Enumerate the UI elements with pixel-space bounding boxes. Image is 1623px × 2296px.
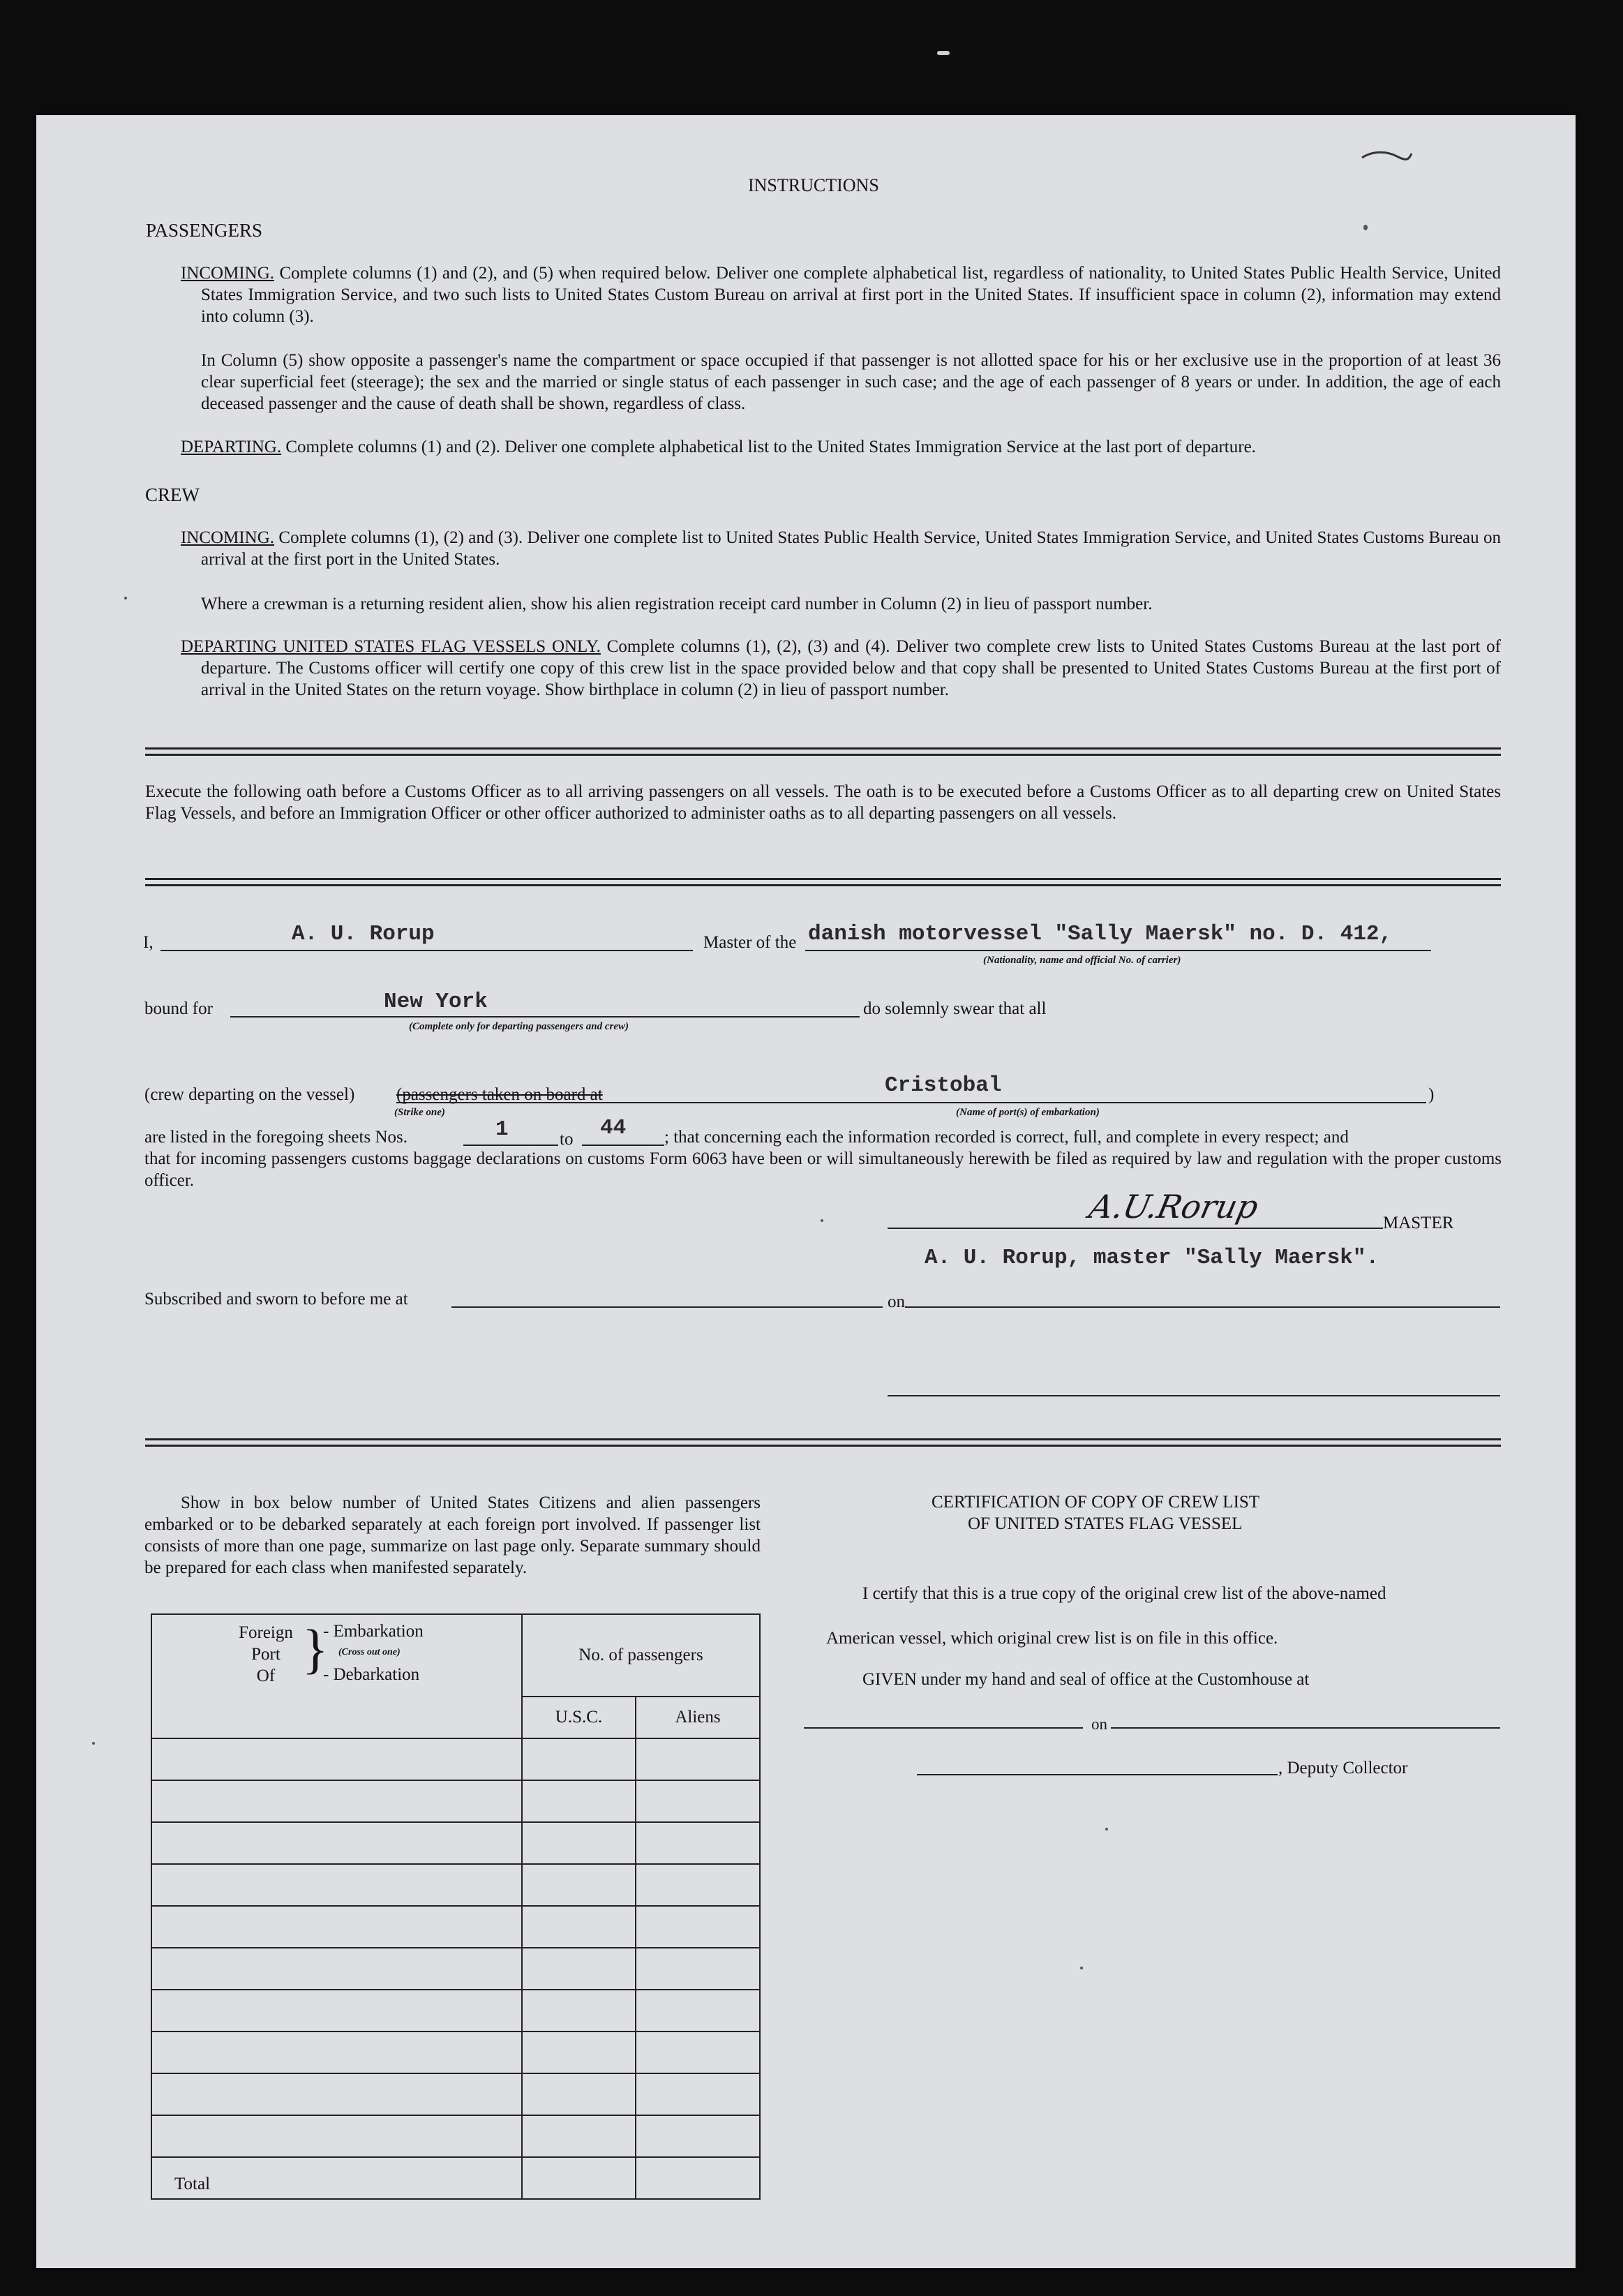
vessel-caption: (Nationality, name and official No. of carrier)	[983, 955, 1181, 966]
sheet-to-field: 44	[600, 1116, 627, 1140]
certification-on-label: on	[1091, 1715, 1107, 1733]
total-row	[151, 2157, 760, 2199]
cross-out-caption: (Cross out one)	[338, 1647, 401, 1657]
no-of-passengers-header: No. of passengers	[522, 1614, 760, 1697]
scan-speck	[821, 1219, 823, 1222]
sheet-to-line	[582, 1145, 664, 1146]
certification-line2: American vessel, which original crew list is on file in this office.	[826, 1629, 1278, 1648]
crew-incoming-label: INCOMING.	[181, 528, 275, 547]
table-header-row	[151, 1614, 760, 1697]
oath-intro: Execute the following oath before a Customs Officer as to all arriving passengers on all vessels. The oath is to be executed before a Customs Officer as to all departing crew on United States Flag Vessels, and before an Immigration Officer or other officer authorized to administer oaths as to all departing passengers on all vessels.	[145, 782, 1501, 823]
aliens-header: Aliens	[636, 1697, 760, 1738]
signature-line	[888, 1228, 1383, 1229]
sworn-place-line	[451, 1306, 883, 1308]
master-stamp: A. U. Rorup, master "Sally Maersk".	[925, 1246, 1379, 1270]
close-paren: )	[1428, 1085, 1435, 1104]
crew-departing-label: DEPARTING UNITED STATES FLAG VESSELS ONLY.	[181, 637, 601, 656]
passengers-departing-label: DEPARTING.	[181, 438, 282, 456]
certification-title-line2: OF UNITED STATES FLAG VESSEL	[968, 1514, 1243, 1533]
port-label: Port	[251, 1645, 281, 1664]
bound-for-label: bound for	[144, 999, 213, 1018]
destination-line	[230, 1016, 860, 1017]
sworn-date-line	[905, 1306, 1500, 1308]
table-row	[151, 2115, 760, 2157]
section-divider	[145, 1438, 1501, 1447]
passengers-heading: PASSENGERS	[146, 220, 263, 241]
table-row	[151, 1990, 760, 2032]
master-label: MASTER	[1383, 1214, 1454, 1232]
crew-incoming-text: Complete columns (1), (2) and (3). Deliver one complete list to United States Public Health Service, United States Immigration Service, and United States Customs Bureau on arrival at the first port in the United States.	[201, 528, 1501, 569]
section-divider	[145, 878, 1501, 886]
pencil-mark-icon	[1359, 148, 1414, 165]
sheet-from-line	[463, 1145, 558, 1146]
passengers-incoming-label: INCOMING.	[181, 264, 275, 283]
baggage-text: that for incoming passengers customs baggage declarations on customs Form 6063 have been or will simultaneously herewith be filed as required by law and regulation with the proper customs officer.	[144, 1149, 1502, 1190]
table-row	[151, 1780, 760, 1822]
passengers-incoming-text: Complete columns (1) and (2), and (5) when required below. Deliver one complete alphabetical list, regardless of nationality, to United States Public Health Service, United States Immigration Service, and two such lists to United States Custom Bureau on arrival at first port in the United States. If insufficient space in column (2), information may extend into column (3).	[201, 264, 1502, 326]
sheet-from-field: 1	[495, 1117, 509, 1142]
section-divider	[145, 747, 1501, 756]
table-row	[151, 1822, 760, 1864]
passengers-departing-text: Complete columns (1) and (2). Deliver one complete alphabetical list to the United States Immigration Service at the last port of departure.	[285, 438, 1256, 456]
sheets-prefix: are listed in the foregoing sheets Nos.	[144, 1128, 407, 1147]
table-row	[151, 1738, 760, 1780]
column5-instructions: In Column (5) show opposite a passenger's name the compartment or space occupied if that passenger is not allotted space for his or her exclusive use in the proportion of at least 36 clear superficial feet (steerage); the sex and the married or single status of each passenger in such case; and the age of each passenger of 8 years or under. In addition, the age of each deceased passenger and the cause of death shall be shown, regardless of class.	[201, 351, 1501, 413]
passengers-incoming-instructions	[181, 262, 1501, 327]
debarkation-option: - Debarkation	[323, 1665, 420, 1684]
port-field: Cristobal	[885, 1073, 1002, 1098]
deputy-collector-label: , Deputy Collector	[1278, 1759, 1408, 1777]
foreign-port-label	[233, 1622, 299, 1687]
crew-departing-label: (crew departing on the vessel)	[144, 1085, 355, 1104]
of-label: Of	[256, 1667, 276, 1685]
master-name-field: A. U. Rorup	[292, 922, 435, 946]
port-caption: (Name of port(s) of embarkation)	[956, 1107, 1100, 1118]
table-row	[151, 2073, 760, 2115]
passenger-summary-table	[151, 1613, 761, 2200]
crew-departing-text: Complete columns (1), (2), (3) and (4). Deliver two complete crew lists to United States Customs Bureau at the last port of departure. The Customs officer will certify one copy of this crew list in the space provided below and that copy shall be presented to United States Customs Bureau at the first port of arrival in the United States on the return voyage. Show birthplace in column (2) in lieu of passport number.	[201, 637, 1501, 699]
vessel-line	[805, 950, 1431, 951]
scan-speck	[1363, 225, 1368, 230]
subscribed-label: Subscribed and sworn to before me at	[144, 1290, 408, 1309]
deputy-signature-line	[917, 1774, 1278, 1775]
to-label: to	[560, 1130, 574, 1149]
destination-field: New York	[384, 990, 488, 1014]
document-page	[36, 115, 1576, 2268]
certification-title-line1: CERTIFICATION OF COPY OF CREW LIST	[932, 1493, 1260, 1512]
customhouse-place-line	[804, 1727, 1083, 1729]
passengers-departing-instructions	[181, 436, 1501, 458]
table-row	[151, 1864, 760, 1906]
master-name-line	[160, 950, 693, 951]
crew-incoming-instructions	[181, 527, 1501, 570]
swear-label: do solemnly swear that all	[863, 999, 1047, 1018]
master-of-label: Master of the	[703, 933, 797, 952]
officer-signature-line	[888, 1395, 1500, 1396]
certification-line3: GIVEN under my hand and seal of office at the Customhouse at	[862, 1670, 1310, 1689]
foreign-label: Foreign	[239, 1623, 293, 1642]
crew-heading: CREW	[145, 484, 200, 505]
master-signature: A.U.Rorup	[1086, 1188, 1262, 1225]
table-row	[151, 2032, 760, 2073]
passengers-struck-option: (passengers taken on board at	[396, 1085, 603, 1104]
table-row	[151, 1948, 760, 1990]
crew-departing-instructions	[181, 636, 1501, 701]
scan-speck	[92, 1742, 95, 1745]
strike-caption: (Strike one)	[394, 1107, 445, 1118]
scan-speck	[1080, 1967, 1083, 1969]
crew-resident-instructions: Where a crewman is a returning resident alien, show his alien registration receipt card number in Column (2) in lieu of passport number.	[201, 595, 1153, 613]
i-label: I,	[143, 933, 154, 952]
sheets-suffix: ; that concerning each the information recorded is correct, full, and complete in every respect; and	[664, 1128, 1349, 1147]
foreign-port-header	[151, 1614, 522, 1738]
table-row	[151, 1906, 760, 1948]
summary-instructions: Show in box below number of United States Citizens and alien passengers embarked or to be debarked separately at each foreign port involved. If passenger list consists of more than one page, summarize on last page only. Separate summary should be prepared for each class when manifested separately.	[144, 1493, 761, 1577]
usc-header: U.S.C.	[522, 1697, 636, 1738]
sworn-on-label: on	[888, 1292, 905, 1311]
vessel-field: danish motorvessel "Sally Maersk" no. D. 412,	[808, 922, 1393, 946]
certification-date-line	[1111, 1727, 1500, 1729]
destination-caption: (Complete only for departing passengers and crew)	[409, 1021, 629, 1032]
scan-speck	[1105, 1828, 1108, 1831]
certification-line1: I certify that this is a true copy of the original crew list of the above-named	[862, 1584, 1386, 1603]
total-label: Total	[151, 2157, 522, 2199]
instructions-title: INSTRUCTIONS	[748, 175, 879, 195]
brace-icon: }	[302, 1618, 329, 1679]
embarkation-option: - Embarkation	[323, 1622, 424, 1641]
scan-speck	[937, 51, 950, 55]
scan-speck	[124, 597, 127, 599]
port-line	[396, 1102, 1426, 1103]
